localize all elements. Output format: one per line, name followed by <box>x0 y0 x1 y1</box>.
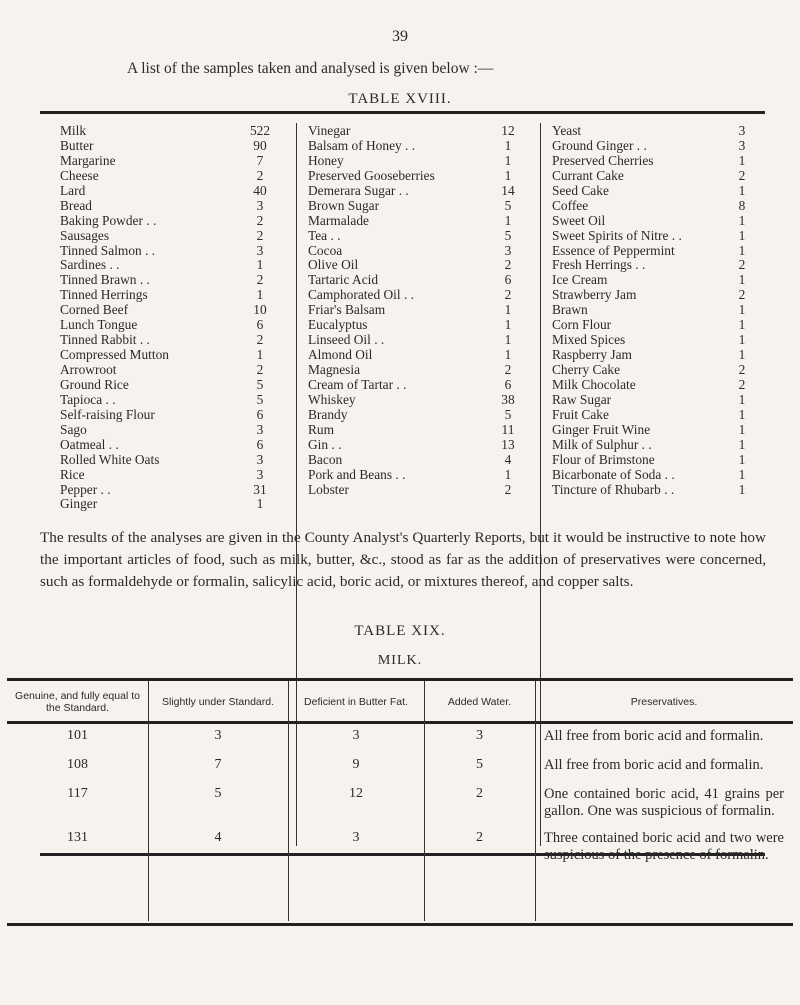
item-count: 2 <box>256 362 264 377</box>
table-row <box>308 243 528 258</box>
item-name: Honey <box>308 152 344 168</box>
table-row <box>308 183 528 198</box>
table-cell: 2 <box>476 830 483 845</box>
item-name: Seed Cake <box>552 182 609 198</box>
item-name: Sweet Spirits of Nitre . . <box>552 227 682 243</box>
table-row <box>60 347 282 362</box>
item-count: 2 <box>256 212 264 228</box>
bottom-rule <box>40 853 765 856</box>
item-count: 11 <box>501 421 515 437</box>
item-name: Tincture of Rhubarb . . <box>552 481 675 497</box>
column-header: Preservatives. <box>630 696 698 708</box>
item-name: Eucalyptus <box>308 317 368 333</box>
table-row <box>552 377 765 392</box>
table-row <box>308 138 528 153</box>
table-row <box>552 228 765 243</box>
item-count: 522 <box>249 123 271 138</box>
table-cell: 2 <box>476 786 483 801</box>
item-count: 3 <box>738 137 746 153</box>
item-count: 5 <box>256 376 264 392</box>
item-name: Arrowroot <box>60 362 117 377</box>
table-cell: 117 <box>67 786 88 801</box>
item-count: 12 <box>501 123 515 138</box>
item-name: Rice <box>60 466 85 482</box>
item-count: 14 <box>501 182 515 198</box>
table-row <box>60 422 282 437</box>
item-name: Brown Sugar <box>308 197 380 213</box>
table-row <box>552 362 765 377</box>
table-row <box>552 257 765 272</box>
table-row <box>552 243 765 258</box>
item-count: 1 <box>256 257 264 273</box>
item-name: Sweet Oil <box>552 212 606 228</box>
item-count: 1 <box>256 287 264 303</box>
table-row <box>60 183 282 198</box>
item-count: 1 <box>504 317 512 333</box>
item-count: 1 <box>504 167 512 183</box>
item-count: 5 <box>256 391 264 407</box>
item-count: 6 <box>504 376 512 392</box>
item-name: Cherry Cake <box>552 362 621 377</box>
item-count: 5 <box>504 406 512 422</box>
table-row <box>60 437 282 452</box>
item-name: Tinned Herrings <box>60 287 148 303</box>
top-rule <box>40 111 765 114</box>
table-cell: 5 <box>214 786 222 801</box>
item-count: 1 <box>504 212 512 228</box>
item-count: 1 <box>504 347 512 363</box>
item-count: 3 <box>256 242 264 258</box>
intro-text: A list of the samples taken and analysed is given below :— <box>127 60 494 77</box>
table-row <box>552 317 765 332</box>
bottom-rule <box>7 923 793 926</box>
table-row <box>552 198 765 213</box>
table-row <box>60 287 282 302</box>
item-count: 13 <box>501 436 515 452</box>
item-count: 1 <box>738 436 746 452</box>
table-row <box>60 392 282 407</box>
table-cell: 108 <box>67 757 88 772</box>
item-count: 3 <box>738 123 746 138</box>
table-row <box>60 138 282 153</box>
table-18-title: TABLE XVIII. <box>348 91 452 107</box>
item-name: Bread <box>60 197 92 213</box>
table-row <box>308 362 528 377</box>
item-count: 2 <box>504 481 512 497</box>
table-18-column-3 <box>552 123 765 496</box>
item-name: Balsam of Honey . . <box>308 137 416 153</box>
item-name: Cream of Tartar . . <box>308 376 407 392</box>
table-row <box>60 168 282 183</box>
item-count: 3 <box>256 197 264 213</box>
table-row <box>60 467 282 482</box>
results-paragraph: The results of the analyses are given in the County Analyst's Quarterly Reports, but it would be instructive to note how the important articles of food, such as milk, butter, &c., stood as far as the addition of preservatives were concerned, such as formaldehyde or formalin, salicylic acid, boric acid, or mixtures thereof, and copper salts. <box>40 529 766 590</box>
item-name: Lunch Tongue <box>60 317 138 333</box>
item-count: 6 <box>504 272 512 288</box>
item-count: 2 <box>738 287 746 303</box>
table-row <box>308 123 528 138</box>
table-cell: 3 <box>476 728 483 743</box>
table-row <box>60 482 282 497</box>
item-name: Butter <box>60 137 94 153</box>
item-count: 2 <box>504 287 512 303</box>
item-name: Yeast <box>552 123 582 138</box>
item-name: Cocoa <box>308 242 343 258</box>
item-name: Olive Oil <box>308 257 359 273</box>
item-count: 6 <box>256 436 264 452</box>
item-name: Margarine <box>60 152 116 168</box>
table-cell: 5 <box>476 757 483 772</box>
table-19-subtitle: MILK. <box>377 653 423 668</box>
item-count: 1 <box>738 317 746 333</box>
item-name: Ginger <box>60 496 98 512</box>
item-count: 2 <box>504 257 512 273</box>
item-name: Tapioca . . <box>60 391 116 407</box>
table-row <box>552 467 765 482</box>
item-name: Raspberry Jam <box>552 347 632 363</box>
table-row <box>60 243 282 258</box>
table-18-column-1 <box>60 123 282 511</box>
item-count: 1 <box>256 496 264 512</box>
item-name: Bicarbonate of Soda . . <box>552 466 675 482</box>
table-cell: 9 <box>352 757 360 772</box>
table-row <box>308 332 528 347</box>
item-name: Lobster <box>308 481 349 497</box>
table-cell: 7 <box>214 757 222 772</box>
item-name: Pepper . . <box>60 481 111 497</box>
table-row <box>552 168 765 183</box>
item-count: 1 <box>738 451 746 467</box>
item-count: 2 <box>738 167 746 183</box>
table-row <box>308 153 528 168</box>
table-cell: 3 <box>352 728 360 743</box>
column-header: Genuine, and fully equal to the Standard. <box>15 690 140 714</box>
item-count: 6 <box>256 317 264 333</box>
table-18 <box>40 111 765 856</box>
item-count: 1 <box>738 302 746 318</box>
item-count: 1 <box>504 137 512 153</box>
table-row <box>552 213 765 228</box>
item-name: Fruit Cake <box>552 406 609 422</box>
column-divider <box>296 123 297 846</box>
table-row <box>552 302 765 317</box>
item-count: 8 <box>738 197 746 213</box>
table-row <box>60 257 282 272</box>
item-name: Mixed Spices <box>552 332 626 348</box>
item-name: Sago <box>60 421 87 437</box>
item-name: Rum <box>308 421 335 437</box>
item-name: Friar's Balsam <box>308 302 386 318</box>
table-row <box>308 317 528 332</box>
table-cell: 4 <box>214 830 222 845</box>
table-cell: 101 <box>67 728 88 743</box>
item-name: Compressed Mutton <box>60 347 169 363</box>
item-name: Rolled White Oats <box>60 451 160 467</box>
table-row <box>552 183 765 198</box>
item-count: 1 <box>504 302 512 318</box>
item-name: Corn Flour <box>552 317 612 333</box>
item-name: Ground Ginger . . <box>552 137 647 153</box>
item-name: Preserved Gooseberries <box>308 167 435 183</box>
table-row <box>552 123 765 138</box>
item-name: Baking Powder . . <box>60 212 157 228</box>
item-count: 5 <box>504 197 512 213</box>
item-count: 1 <box>738 481 746 497</box>
item-name: Linseed Oil . . <box>308 332 385 348</box>
column-header: Added Water. <box>447 696 512 708</box>
table-row <box>60 377 282 392</box>
table-row <box>60 452 282 467</box>
table-row <box>60 272 282 287</box>
table-row <box>60 496 282 511</box>
table-row <box>308 347 528 362</box>
item-count: 2 <box>256 332 264 348</box>
table-row <box>552 482 765 497</box>
item-count: 2 <box>504 362 512 377</box>
item-count: 1 <box>738 347 746 363</box>
table-row <box>308 467 528 482</box>
item-count: 1 <box>738 391 746 407</box>
table-row <box>308 168 528 183</box>
table-row <box>552 407 765 422</box>
item-count: 3 <box>256 466 264 482</box>
item-name: Milk Chocolate <box>552 376 636 392</box>
table-row <box>308 257 528 272</box>
item-count: 1 <box>738 332 746 348</box>
item-name: Marmalade <box>308 212 369 228</box>
item-count: 3 <box>256 421 264 437</box>
table-row <box>308 437 528 452</box>
column-header: Deficient in Butter Fat. <box>304 696 408 708</box>
item-name: Camphorated Oil . . <box>308 287 414 303</box>
table-row <box>552 272 765 287</box>
column-divider <box>540 123 541 846</box>
table-18-column-2 <box>308 123 528 496</box>
table-row <box>308 422 528 437</box>
table-row <box>60 317 282 332</box>
table-row <box>60 213 282 228</box>
table-row <box>60 302 282 317</box>
item-count: 1 <box>738 466 746 482</box>
item-count: 1 <box>738 242 746 258</box>
item-name: Demerara Sugar . . <box>308 182 409 198</box>
item-count: 10 <box>253 302 267 318</box>
item-count: 90 <box>253 137 267 153</box>
item-name: Strawberry Jam <box>552 287 637 303</box>
item-name: Gin . . <box>308 436 342 452</box>
item-name: Whiskey <box>308 391 356 407</box>
table-row <box>60 362 282 377</box>
table-cell: 12 <box>349 786 363 801</box>
item-name: Raw Sugar <box>552 391 612 407</box>
item-name: Sardines . . <box>60 257 120 273</box>
item-count: 4 <box>504 451 512 467</box>
preservatives-note: One contained boric acid, 41 grains per gallon. One was suspicious of formalin. <box>544 786 784 819</box>
item-name: Milk of Sulphur . . <box>552 436 652 452</box>
item-name: Cheese <box>60 167 99 183</box>
item-name: Tinned Rabbit . . <box>60 332 150 348</box>
table-row <box>552 437 765 452</box>
item-name: Brandy <box>308 406 348 422</box>
preservatives-note: All free from boric acid and formalin. <box>544 728 764 744</box>
table-row <box>60 123 282 138</box>
table-19-title: TABLE XIX. <box>354 623 446 639</box>
item-count: 2 <box>256 167 264 183</box>
table-row <box>308 302 528 317</box>
table-row <box>552 332 765 347</box>
item-name: Currant Cake <box>552 167 624 183</box>
item-count: 2 <box>738 257 746 273</box>
item-count: 1 <box>504 332 512 348</box>
item-name: Tinned Salmon . . <box>60 242 156 258</box>
table-row <box>308 407 528 422</box>
item-name: Tartaric Acid <box>308 272 379 288</box>
table-row <box>552 452 765 467</box>
table-row <box>308 272 528 287</box>
item-count: 2 <box>738 376 746 392</box>
table-row <box>308 377 528 392</box>
item-name: Fresh Herrings . . <box>552 257 646 273</box>
table-row <box>552 153 765 168</box>
item-count: 31 <box>253 481 267 497</box>
table-row <box>60 228 282 243</box>
item-name: Lard <box>60 182 86 198</box>
item-name: Brawn <box>552 302 588 318</box>
item-count: 1 <box>738 182 746 198</box>
item-count: 1 <box>738 406 746 422</box>
item-name: Flour of Brimstone <box>552 451 655 467</box>
item-name: Vinegar <box>308 123 351 138</box>
table-cell: 3 <box>352 830 360 845</box>
table-row <box>308 198 528 213</box>
table-row <box>60 153 282 168</box>
item-count: 3 <box>504 242 512 258</box>
item-name: Magnesia <box>308 362 361 377</box>
item-name: Essence of Peppermint <box>552 242 675 258</box>
preservatives-note: Three contained boric acid and two were suspicious of the presence of formalin. <box>544 830 784 863</box>
table-row <box>552 422 765 437</box>
item-name: Sausages <box>60 227 110 243</box>
item-count: 1 <box>504 152 512 168</box>
item-name: Self-raising Flour <box>60 406 155 422</box>
table-row <box>552 347 765 362</box>
item-name: Bacon <box>308 451 343 467</box>
item-name: Ice Cream <box>552 272 608 288</box>
item-count: 6 <box>256 406 264 422</box>
page-number: 39 <box>392 28 408 45</box>
item-name: Tinned Brawn . . <box>60 272 150 288</box>
item-count: 5 <box>504 227 512 243</box>
item-count: 2 <box>256 227 264 243</box>
item-count: 2 <box>738 362 746 377</box>
item-count: 1 <box>738 152 746 168</box>
table-cell: 3 <box>214 728 222 743</box>
table-row <box>308 482 528 497</box>
item-count: 1 <box>738 212 746 228</box>
table-row <box>308 228 528 243</box>
table-row <box>60 198 282 213</box>
item-count: 2 <box>256 272 264 288</box>
table-row <box>552 287 765 302</box>
item-count: 1 <box>504 466 512 482</box>
item-name: Pork and Beans . . <box>308 466 406 482</box>
table-cell: 131 <box>67 830 88 845</box>
table-row <box>308 213 528 228</box>
item-count: 40 <box>253 182 267 198</box>
item-name: Ground Rice <box>60 376 129 392</box>
table-row <box>60 407 282 422</box>
item-name: Milk <box>60 123 87 138</box>
table-row <box>308 287 528 302</box>
item-name: Tea . . <box>308 227 341 243</box>
item-name: Corned Beef <box>60 302 129 318</box>
item-count: 1 <box>738 272 746 288</box>
table-row <box>308 392 528 407</box>
item-count: 3 <box>256 451 264 467</box>
table-row <box>60 332 282 347</box>
item-count: 1 <box>738 421 746 437</box>
table-row <box>552 138 765 153</box>
preservatives-note: All free from boric acid and formalin. <box>544 757 764 773</box>
item-count: 1 <box>738 227 746 243</box>
item-name: Preserved Cherries <box>552 152 654 168</box>
column-header: Slightly under Standard. <box>161 696 275 708</box>
item-count: 7 <box>256 152 264 168</box>
item-name: Coffee <box>552 197 589 213</box>
item-name: Ginger Fruit Wine <box>552 421 651 437</box>
table-row <box>308 452 528 467</box>
table-row <box>552 392 765 407</box>
item-name: Oatmeal . . <box>60 436 119 452</box>
item-count: 1 <box>256 347 264 363</box>
item-name: Almond Oil <box>308 347 373 363</box>
item-count: 38 <box>501 391 515 407</box>
